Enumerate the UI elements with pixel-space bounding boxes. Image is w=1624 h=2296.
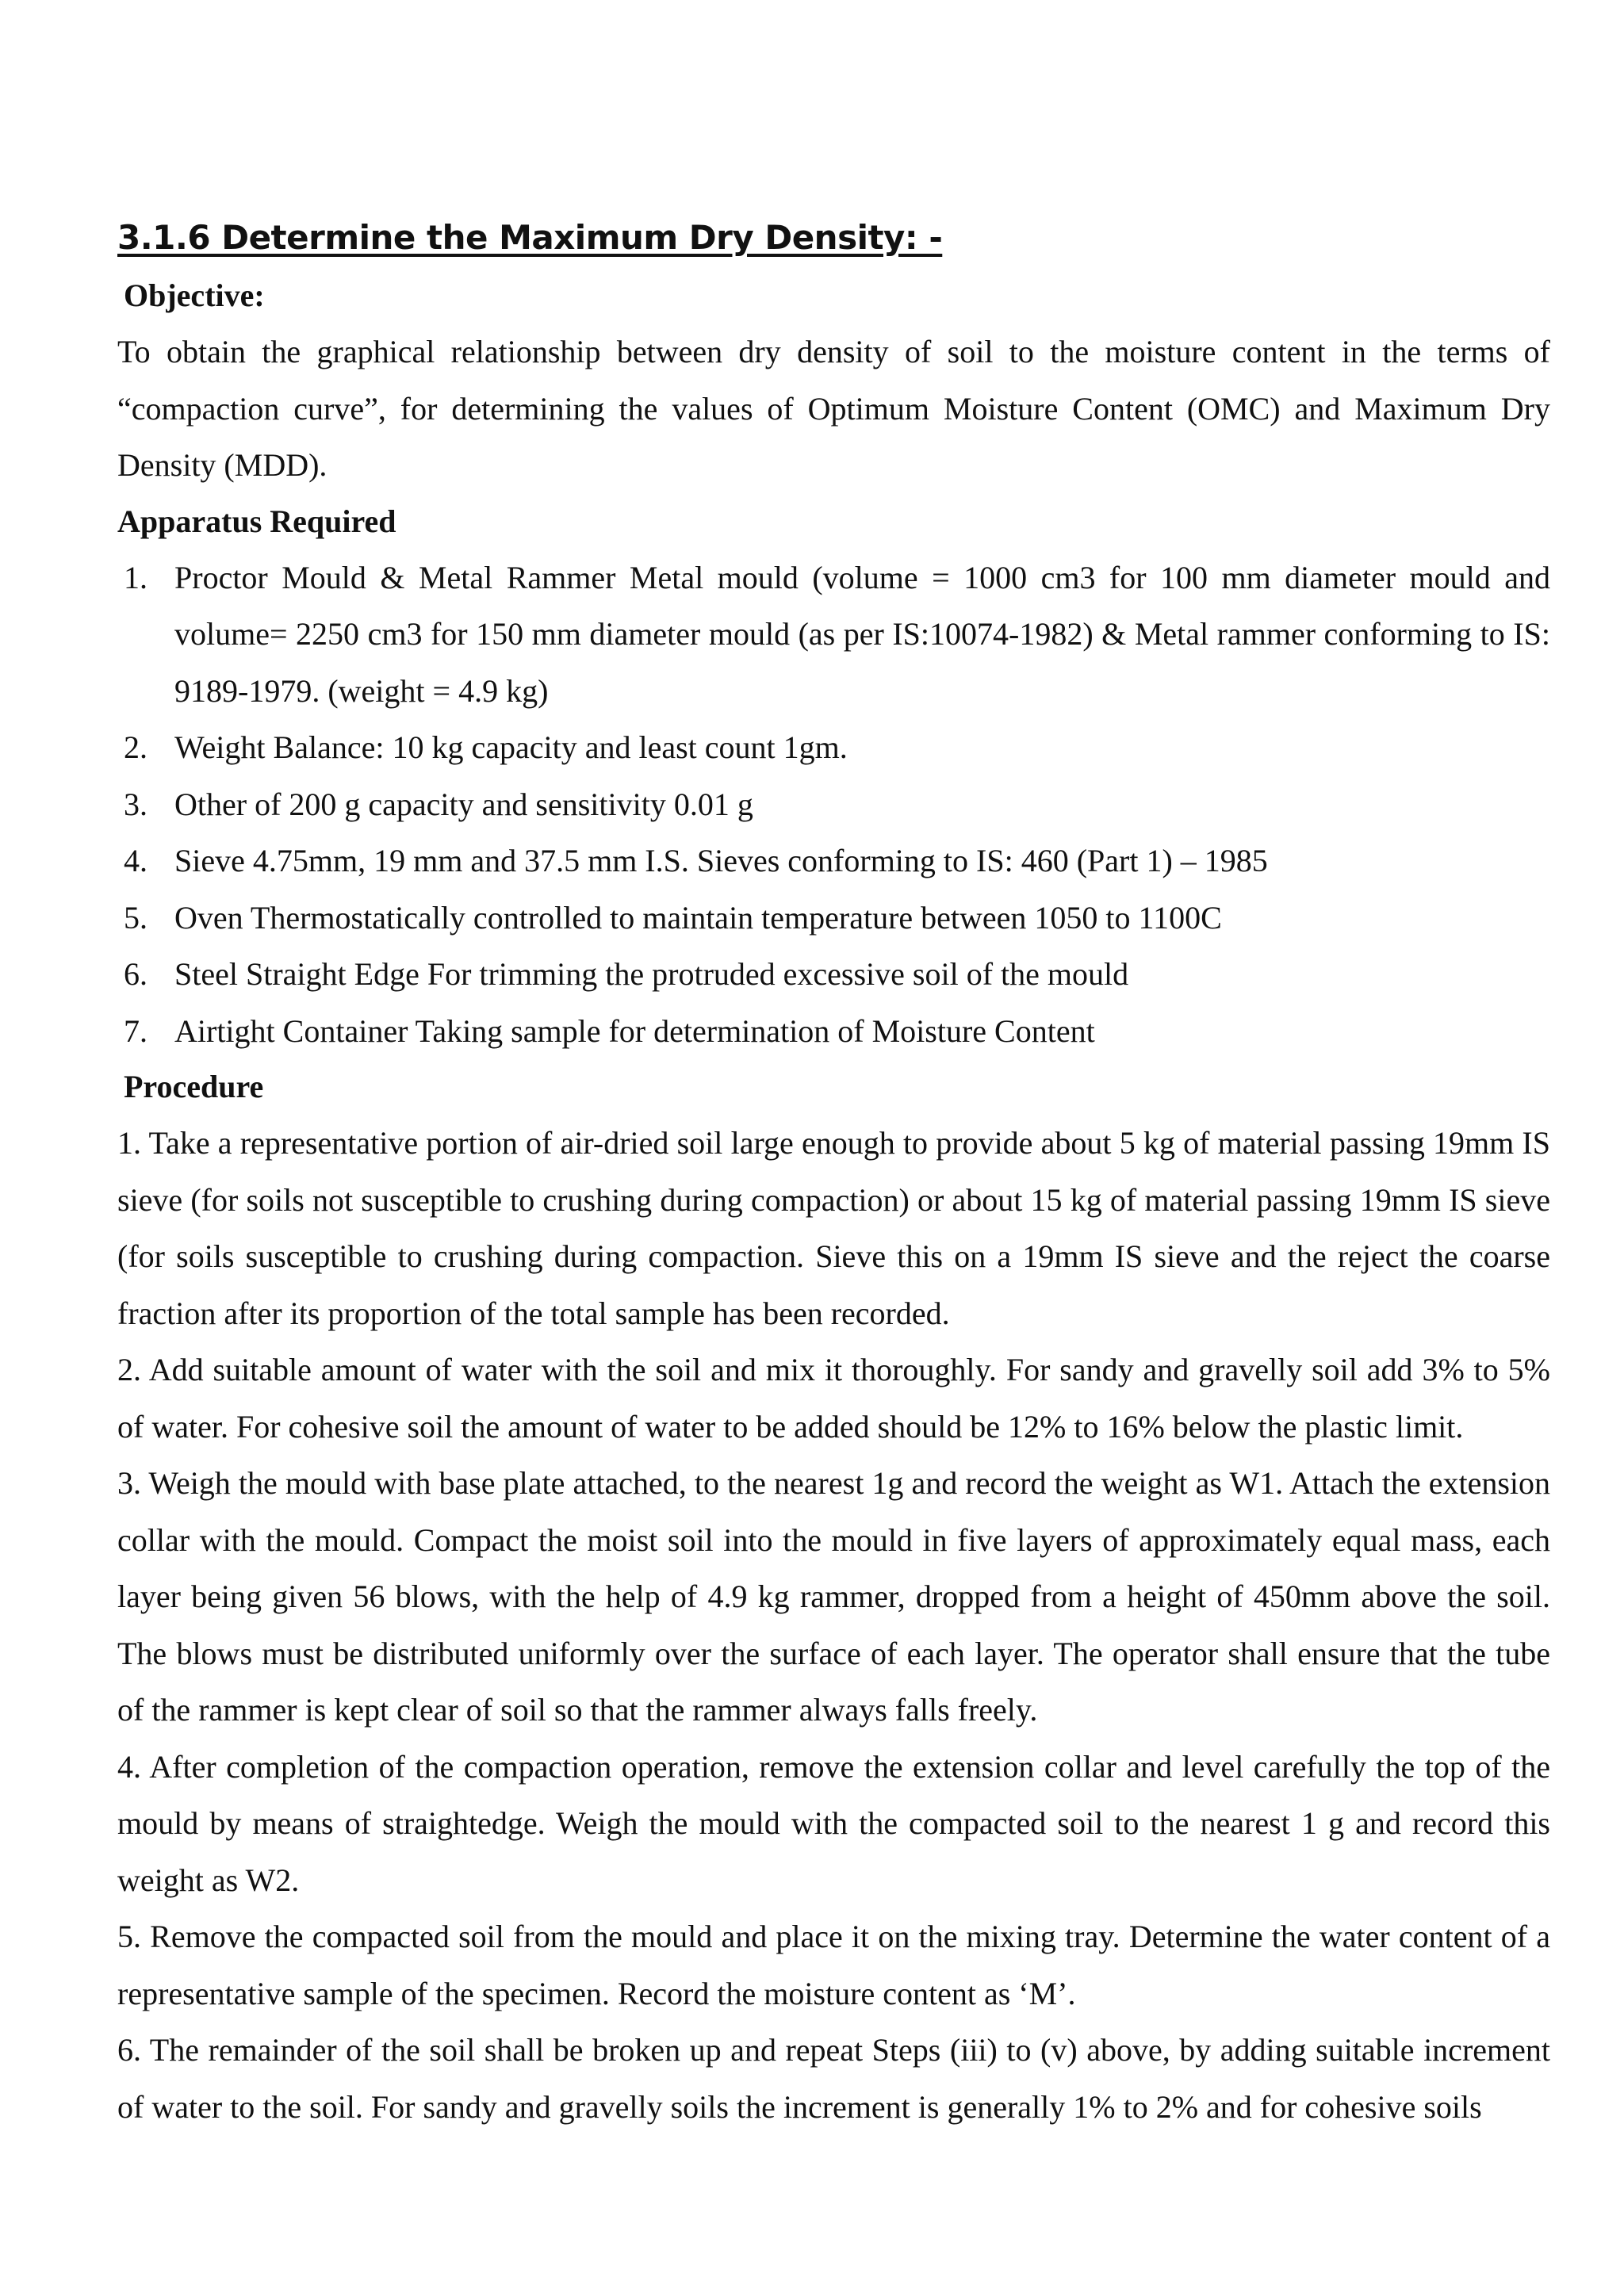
apparatus-item-text: Sieve 4.75mm, 19 mm and 37.5 mm I.S. Sieves conforming to IS: 460 (Part 1) – 1985 — [174, 843, 1268, 878]
section-heading: 3.1.6 Determine the Maximum Dry Density: - — [117, 218, 943, 257]
apparatus-item — [117, 549, 1550, 720]
apparatus-item-number: 5. — [124, 899, 147, 936]
procedure-step: 6. The remainder of the soil shall be broken up and repeat Steps (iii) to (v) above, by adding suitable increment of water to the soil. For sandy and gravelly soils the increment is generally 1% to 2% and for cohesive soils — [117, 2032, 1550, 2125]
apparatus-item — [117, 832, 1550, 890]
procedure-step: 3. Weigh the mould with base plate attached, to the nearest 1g and record the weight as W1. Attach the extension collar with the mould. Compact the moist soil into the mould in five layers of approximately equal mass, each layer being given 56 blows, with the help of 4.9 kg rammer, dropped from a height of 450mm above the soil. The blows must be distributed uniformly over the surface of each layer. The operator shall ensure that the tube of the rammer is kept clear of soil so that the rammer always falls freely. — [117, 1465, 1550, 1728]
apparatus-item-number: 2. — [124, 729, 147, 765]
apparatus-item-text: Weight Balance: 10 kg capacity and least count 1gm. — [174, 729, 848, 765]
objective-text: To obtain the graphical relationship between dry density of soil to the moisture content in the terms of “compaction curve”, for determining the values of Optimum Moisture Content (OMC) and Maximum Dry Density (MDD). — [117, 334, 1550, 483]
apparatus-item-number: 1. — [124, 559, 147, 595]
apparatus-item-text: Oven Thermostatically controlled to maintain temperature between 1050 to 1100C — [174, 899, 1222, 936]
procedure-step: 4. After completion of the compaction operation, remove the extension collar and level carefully the top of the mould by means of straightedge. Weigh the mould with the compacted soil to the nearest 1 g and record this weight as W2. — [117, 1748, 1550, 1898]
apparatus-item-text: Proctor Mould & Metal Rammer Metal mould (volume = 1000 cm3 for 100 mm diameter mould and volume= 2250 cm3 for 150 mm diameter mould (as per IS:10074-1982) & Metal rammer conforming to IS: 9189-1979. (weight = 4.9 kg) — [174, 559, 1550, 709]
procedure-step: 2. Add suitable amount of water with the soil and mix it thoroughly. For sandy and gravelly soil add 3% to 5% of water. For cohesive soil the amount of water to be added should be 12% to 16% below the plastic limit. — [117, 1352, 1550, 1445]
apparatus-item-number: 7. — [124, 1012, 147, 1049]
objective-label: Objective: — [124, 277, 265, 313]
apparatus-item — [117, 776, 1550, 833]
apparatus-item-text: Steel Straight Edge For trimming the protruded excessive soil of the mould — [174, 956, 1129, 992]
apparatus-item — [117, 946, 1550, 1003]
apparatus-item-text: Airtight Container Taking sample for determination of Moisture Content — [174, 1012, 1095, 1049]
procedure-label: Procedure — [124, 1069, 264, 1104]
page-content — [117, 208, 1550, 2135]
apparatus-item-number: 4. — [124, 843, 147, 878]
procedure-step: 1. Take a representative portion of air-dried soil large enough to provide about 5 kg of material passing 19mm IS sieve (for soils not susceptible to crushing during compaction) or about 15 kg of material passing 19mm IS sieve (for soils susceptible to crushing during compaction. Sieve this on a 19mm IS sieve and the reject the coarse fraction after its proportion of the total sample has been recorded. — [117, 1125, 1550, 1331]
apparatus-item — [117, 1003, 1550, 1060]
apparatus-label: Apparatus Required — [117, 503, 396, 539]
procedure-step: 5. Remove the compacted soil from the mould and place it on the mixing tray. Determine the water content of a representative sample of the specimen. Record the moisture content as ‘M’. — [117, 1919, 1550, 2011]
apparatus-item — [117, 719, 1550, 776]
apparatus-item-number: 6. — [124, 956, 147, 992]
apparatus-item-number: 3. — [124, 786, 147, 822]
apparatus-list — [117, 549, 1550, 1060]
apparatus-item — [117, 890, 1550, 947]
apparatus-item-text: Other of 200 g capacity and sensitivity 0.01 g — [174, 786, 753, 822]
